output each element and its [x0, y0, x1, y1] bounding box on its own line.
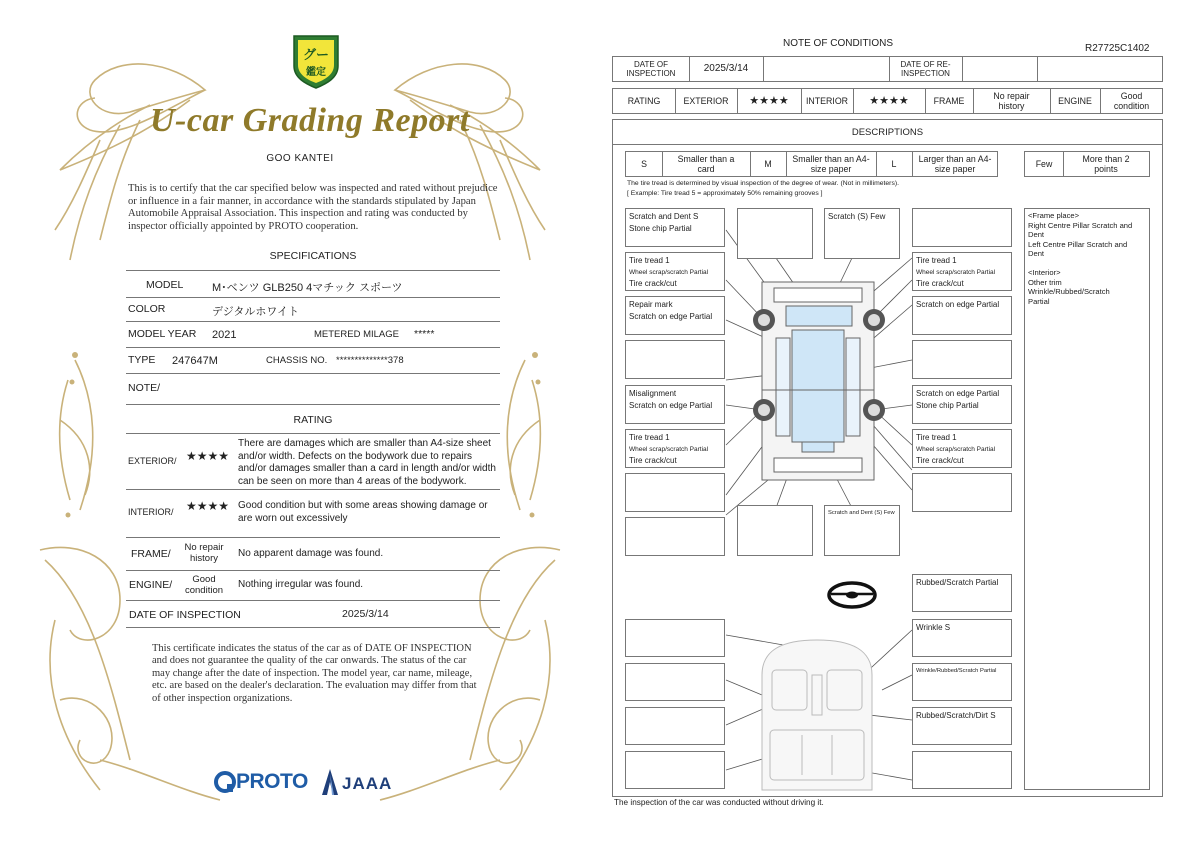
frame-value: No repair history [993, 91, 1030, 111]
callout-steering: Rubbed/Scratch Partial [912, 574, 1012, 612]
chassis-value: **************378 [336, 355, 404, 366]
legend-few: Few [1035, 159, 1053, 169]
reinspect-label: DATE OF RE-INSPECTION [900, 60, 951, 78]
model-label: MODEL [146, 279, 184, 291]
few-legend [1024, 151, 1150, 177]
rating-row-engine [126, 571, 500, 601]
brand-name: GOO KANTEI [266, 153, 334, 164]
engine-value: Good condition [184, 574, 224, 596]
engine-value: Good condition [1113, 91, 1150, 111]
callout-tire-front-left: Tire tread 1 Wheel scrap/scratch Partial Tire crack/cut [625, 252, 725, 291]
callout-right-empty-1 [912, 208, 1012, 247]
spec-row-model-year [126, 322, 500, 348]
proto-logo-text: PROTO [236, 770, 308, 793]
legend-s-text: Smaller than a card [677, 154, 735, 174]
doi-label: DATE OF INSPECTION [626, 60, 676, 78]
exterior-description: There are damages which are smaller than A4-size sheet and/or width. Defects on the bodywork due to repairs and/or damages smaller than a card in length and/or width can be seen on more than 4 areas of the bodywork. [238, 438, 496, 487]
engine-label: ENGINE [1058, 96, 1092, 106]
callout-right-empty-2 [912, 340, 1012, 379]
callout-rubbed-scratch-dirt: Rubbed/Scratch/Dirt S [912, 707, 1012, 745]
doi-value: 2025/3/14 [342, 608, 389, 620]
model-value: M･ベンツ GLB250 4マチック スポーツ [212, 282, 403, 294]
callout-left-empty-3 [625, 517, 725, 556]
type-label: TYPE [128, 354, 156, 366]
callout-front-left: Scratch and Dent S Stone chip Partial [625, 208, 725, 247]
callout-rear: Scratch and Dent (S) Few [824, 505, 900, 556]
frame-description: No apparent damage was found. [238, 548, 384, 559]
callout-misalignment: Misalignment Scratch on edge Partial [625, 385, 725, 424]
callout-wrinkle: Wrinkle S [912, 619, 1012, 657]
interior-label: INTERIOR [805, 96, 849, 106]
report-title: U-car Grading Report [150, 102, 470, 139]
callout-interior-left-1 [625, 619, 725, 657]
report-id: R27725C1402 [1085, 43, 1150, 54]
callout-right-upper: Scratch on edge Partial [912, 296, 1012, 335]
descriptions-heading: DESCRIPTIONS [851, 127, 924, 138]
mileage-label: METERED MILAGE [314, 329, 399, 340]
goo-kantei-badge-icon [288, 32, 344, 90]
callout-interior-left-4 [625, 751, 725, 789]
certification-text: This is to certify that the car specified below was inspected and rated without prejudice or influence in a fair manner, in accordance with the standards stipulated by Japan Automobile Appraisal Association. This inspection and rating was conducted by inspector officially appointed by PROTO cooperation. [128, 183, 498, 232]
interior-description: Good condition but with some areas showing damage or are worn out excessively [238, 500, 488, 524]
callout-tire-front-right: Tire tread 1 Wheel scrap/scratch Partial Tire crack/cut [912, 252, 1012, 291]
callout-front-center [737, 208, 813, 259]
interior-label: INTERIOR/ [128, 507, 174, 517]
mileage-value: ***** [414, 328, 435, 340]
legend-few-text: More than 2 points [1082, 154, 1130, 174]
inspection-dates-row [612, 56, 1163, 82]
rating-label: RATING [627, 96, 661, 106]
exterior-label: EXTERIOR/ [128, 456, 177, 466]
noc-title: NOTE OF CONDITIONS [783, 38, 893, 49]
descriptions-header [612, 119, 1163, 145]
callout-tire-rear-right: Tire tread 1 Wheel scrap/scratch Partial Tire crack/cut [912, 429, 1012, 468]
callout-interior-right-empty [912, 751, 1012, 789]
chassis-label: CHASSIS NO. [266, 355, 328, 366]
jaaa-logo-text: JAAA [342, 774, 393, 793]
frame-value: No repair history [184, 542, 224, 564]
disclaimer-text: This certificate indicates the status of the car as of DATE OF INSPECTION and does not guarantee the quality of the car onwards. The status of the car may change after the date of inspection. The model year, car name, mileage, etc. are based on the dealer's declaration. The evaluation may differ from that of other inspection organizations. [152, 643, 477, 704]
note-label: NOTE/ [128, 382, 161, 394]
doi-label: DATE OF INSPECTION [129, 609, 241, 621]
type-value: 247647M [172, 355, 218, 367]
spec-row-note [126, 374, 500, 405]
callout-repair: Repair mark Scratch on edge Partial [625, 296, 725, 335]
frame-label: FRAME/ [131, 548, 171, 560]
rating-heading: RATING [293, 414, 333, 426]
exterior-stars: ★★★★ [186, 449, 230, 463]
engine-description: Nothing irregular was found. [238, 579, 364, 590]
tire-note-1: The tire tread is determined by visual inspection of the degree of wear. (Not in millimeters). [627, 180, 899, 187]
interior-stars: ★★★★ [869, 95, 909, 107]
frame-label: FRAME [933, 96, 965, 106]
svg-text:鑑定: 鑑定 [306, 67, 326, 78]
callout-right-empty-3 [912, 473, 1012, 512]
svg-text:グー: グー [302, 48, 330, 63]
model-year-value: 2021 [212, 329, 237, 341]
callout-left-empty-1 [625, 340, 725, 379]
interior-stars: ★★★★ [186, 499, 230, 513]
model-year-label: MODEL YEAR [128, 328, 197, 340]
legend-l: L [891, 159, 897, 169]
specifications-heading: SPECIFICATIONS [269, 250, 357, 262]
legend-l-text: Larger than an A4-size paper [918, 154, 992, 174]
rating-summary-row [612, 88, 1163, 114]
exterior-label: EXTERIOR [683, 96, 729, 106]
proto-logo-icon [214, 771, 236, 793]
row-date-of-inspection [126, 601, 500, 628]
engine-label: ENGINE/ [129, 579, 173, 591]
footer-note: The inspection of the car was conducted without driving it. [614, 798, 824, 807]
legend-m: M [764, 159, 772, 169]
callout-wrinkle-rubbed-scratch: Wrinkle/Rubbed/Scratch Partial [912, 663, 1012, 701]
callout-rear-center [737, 505, 813, 556]
legend-s: S [641, 159, 647, 169]
steering-wheel-icon [826, 580, 878, 610]
spec-row-model [126, 270, 500, 298]
frame-interior-notes: <Frame place> Right Centre Pillar Scratch and Dent Left Centre Pillar Scratch and Dent <Interior> Other trim Wrinkle/Rubbed/Scratch Partial [1024, 208, 1150, 790]
tire-note-2: [ Example: Tire tread 5 = approximately 50% remaining grooves ] [627, 190, 823, 197]
callout-right-mid: Scratch on edge Partial Stone chip Partial [912, 385, 1012, 424]
spec-row-type [126, 348, 500, 374]
callout-interior-left-2 [625, 663, 725, 701]
jaaa-logo-icon [320, 768, 340, 796]
color-value: デジタルホワイト [212, 306, 300, 318]
doi-value: 2025/3/14 [703, 63, 749, 74]
size-legend [625, 151, 998, 177]
rating-row-frame [126, 538, 500, 571]
callout-left-empty-2 [625, 473, 725, 512]
color-label: COLOR [128, 303, 166, 315]
callout-front-center-right: Scratch (S) Few [824, 208, 900, 259]
callout-interior-left-3 [625, 707, 725, 745]
callout-tire-rear-left: Tire tread 1 Wheel scrap/scratch Partial Tire crack/cut [625, 429, 725, 468]
spec-row-color [126, 297, 500, 322]
legend-m-text: Smaller than an A4-size paper [792, 154, 870, 174]
exterior-stars: ★★★★ [749, 95, 789, 107]
